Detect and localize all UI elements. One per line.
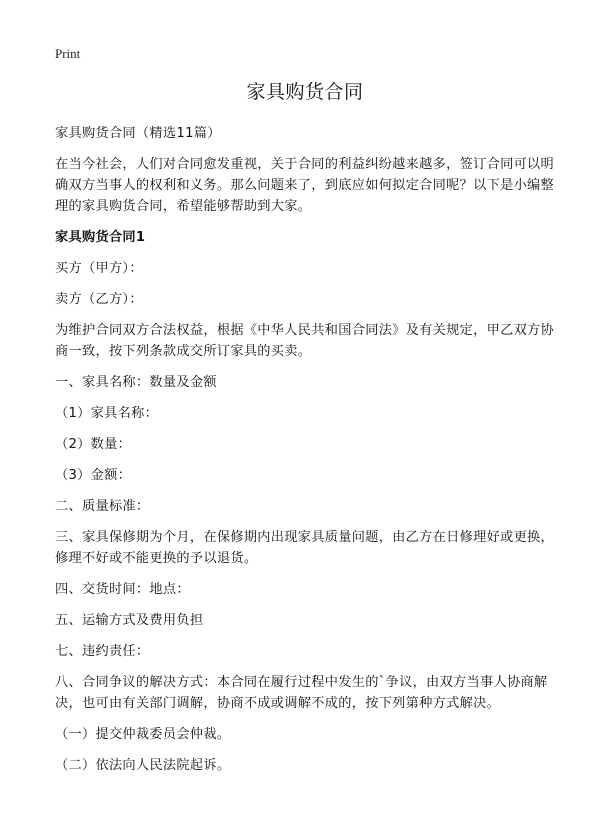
clause-dispute-arbitration: （一）提交仲裁委员会仲裁。 bbox=[55, 727, 231, 742]
clause-transport: 五、运输方式及费用负担 bbox=[55, 613, 204, 628]
seller-line: 卖方（乙方）： bbox=[55, 292, 143, 307]
clause-dispute-court: （二）依法向人民法院起诉。 bbox=[55, 758, 231, 773]
document-title: 家具购货合同 bbox=[246, 81, 364, 103]
clause-dispute: 八、合同争议的解决方式：本合同在履行过程中发生的`争议，由双方当事人协商解决，也可由有关部门调解，协商不成或调解不成的，按下列第种方式解决。 bbox=[55, 675, 548, 711]
clause-warranty: 三、家具保修期为个月，在保修期内出现家具质量问题，由乙方在日修理好或更换，修理不好或不能更换的予以退货。 bbox=[55, 530, 555, 566]
clause-item-quantity: （2）数量： bbox=[55, 437, 132, 452]
buyer-line: 买方（甲方）： bbox=[55, 261, 143, 276]
clause-item-amount: （3）金额： bbox=[55, 468, 132, 483]
print-link[interactable]: Print bbox=[55, 46, 81, 61]
section-title: 家具购货合同1 bbox=[55, 230, 146, 245]
preamble-paragraph: 为维护合同双方合法权益，根据《中华人民共和国合同法》及有关规定，甲乙双方协商一致，按下列条款成交所订家具的买卖。 bbox=[55, 323, 555, 359]
intro-paragraph: 在当今社会，人们对合同愈发重视，关于合同的利益纠纷越来越多，签订合同可以明确双方当事人的权利和义务。那么问题来了，到底应如何拟定合同呢？以下是小编整理的家具购货合同，希望能够帮助到大家。 bbox=[55, 157, 555, 214]
document-subtitle: 家具购货合同（精选11篇） bbox=[55, 126, 221, 141]
clause-liability: 七、违约责任： bbox=[55, 644, 150, 659]
clause-delivery: 四、交货时间：地点： bbox=[55, 582, 190, 597]
clause-furniture-name: 一、家具名称：数量及金额 bbox=[55, 375, 217, 390]
clause-item-name: （1）家具名称： bbox=[55, 406, 159, 421]
document-body bbox=[55, 78, 555, 786]
clause-quality: 二、质量标准： bbox=[55, 499, 150, 514]
